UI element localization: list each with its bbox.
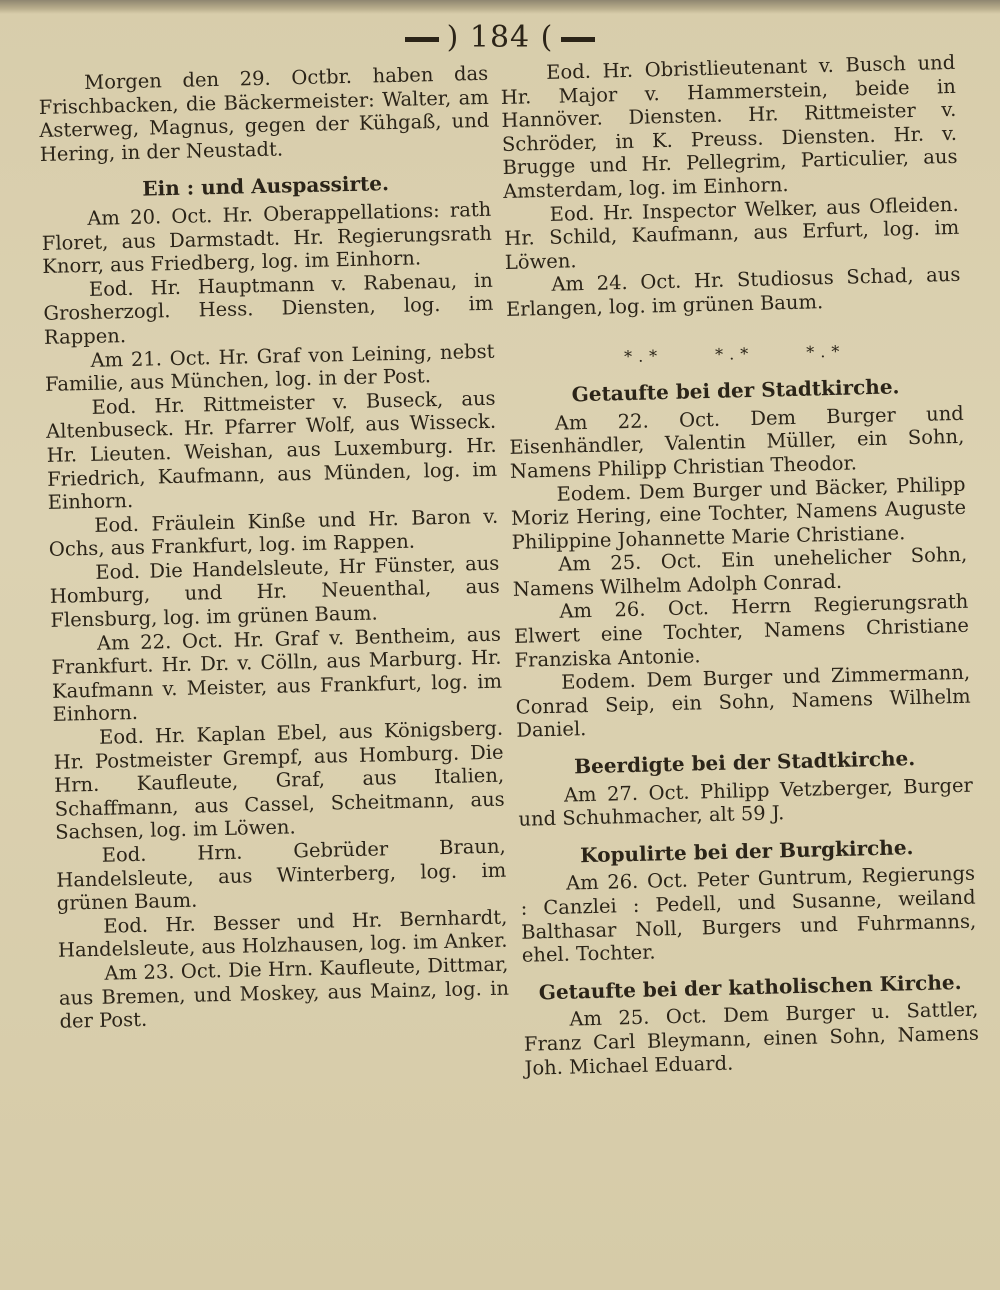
page-top-edge — [0, 0, 1000, 14]
paragraph: Eod. Hr. Kaplan Ebel, aus Königsberg. Hr. Postmeister Grempf, aus Homburg. Die Hrn. Kaufleute, Graf, aus Italien, Schaffmann, aus Cassel, Scheitmann, aus Sachsen, log. im Löwen. — [53, 716, 505, 845]
paragraph: Eod. Hr. Obristlieutenant v. Busch und Hr. Major v. Hammerstein, beide in Hannöver. Diensten. Hr. Rittmeister v. Schröder, in K. Preuss. Diensten. Hr. v. Brugge und Hr. Pellegrim, Particulier, aus Amsterdam, log. im Einhorn. — [500, 50, 958, 203]
paragraph: Eodem. Dem Burger und Zimmermann, Conrad Seip, ein Sohn, Namens Wilhelm Daniel. — [515, 660, 971, 743]
page-number: ) 184 ( — [446, 20, 554, 55]
paragraph: Am 23. Oct. Die Hrn. Kaufleute, Dittmar, aus Bremen, und Moskey, aus Mainz, log. in der Post. — [58, 952, 510, 1033]
paragraph: Morgen den 29. Octbr. haben das Frischbacken, die Bäckermeister: Walter, am Asterweg, Magnus, gegen der Kühgaß, und Hering, in der Neustadt. — [38, 61, 490, 166]
page-header — [0, 20, 1000, 55]
header-rule-left — [405, 37, 439, 42]
paragraph: Eod. Hr. Besser und Hr. Bernhardt, Handelsleute, aus Holzhausen, log. im Anker. — [57, 905, 508, 963]
paragraph: Am 22. Oct. Hr. Graf v. Bentheim, aus Frankfurt. Hr. Dr. v. Cölln, aus Marburg. Hr. Kaufmann v. Meister, aus Frankfurt, log. im Einhorn. — [51, 622, 503, 727]
asterism: *.* — [805, 341, 846, 362]
asterism: *.* — [623, 345, 664, 366]
paragraph: Am 24. Oct. Hr. Studiosus Schad, aus Erlangen, log. im grünen Baum. — [505, 263, 961, 321]
paragraph: Eod. Hr. Inspector Welker, aus Ofleiden. Hr. Schild, Kaufmann, aus Erfurt, log. im Löwen. — [504, 192, 960, 274]
paragraph: Eod. Die Handelsleute, Hr Fünster, aus Homburg, und Hr. Neuenthal, aus Flensburg, log. im grünen Baum. — [49, 551, 501, 632]
paragraph: Am 25. Oct. Ein unehelicher Sohn, Namens Wilhelm Adolph Conrad. — [512, 543, 968, 601]
paragraph: Am 21. Oct. Hr. Graf von Leining, nebst Familie, aus München, log. in der Post. — [44, 339, 495, 397]
paragraph: Am 25. Oct. Dem Burger u. Sattler, Franz Carl Bleymann, einen Sohn, Namens Joh. Michael Eduard. — [523, 997, 980, 1080]
section-heading: Beerdigte bei der Stadtkirche. — [573, 746, 916, 779]
section-heading: Getaufte bei der Stadtkirche. — [571, 374, 900, 407]
left-column — [38, 62, 510, 1034]
section-heading: Getaufte bei der katholischen Kirche. — [538, 969, 962, 1005]
asterism: *.* — [714, 343, 755, 364]
header-rule-right — [561, 37, 595, 42]
section-ornament — [507, 336, 962, 371]
paragraph: Am 26. Oct. Herrn Regierungsrath Elwert eine Tochter, Namens Christiane Franziska Antonie. — [513, 590, 970, 672]
paragraph: Eod. Fräulein Kinße und Hr. Baron v. Ochs, aus Frankfurt, log. im Rappen. — [48, 504, 499, 562]
paragraph: Am 20. Oct. Hr. Oberappellations: rath Floret, aus Darmstadt. Hr. Regierungsrath Knorr, aus Friedberg, log. im Einhorn. — [41, 197, 493, 279]
section-heading: Ein : und Auspassirte. — [142, 171, 390, 202]
paragraph: Eodem. Dem Burger und Bäcker, Philipp Moriz Hering, eine Tochter, Namens Auguste Philippine Johannette Marie Christiane. — [510, 472, 967, 554]
paragraph: Eod. Hr. Hauptmann v. Rabenau, in Grosherzogl. Hess. Diensten, log. im Rappen. — [43, 268, 494, 349]
paragraph: Am 27. Oct. Philipp Vetzberger, Burger und Schuhmacher, alt 59 J. — [518, 773, 974, 831]
paragraph: Eod. Hr. Rittmeister v. Buseck, aus Altenbuseck. Hr. Pfarrer Wolf, aus Wisseck. Hr. Lieuten. Weishan, aus Luxemburg. Hr. Friedrich, Kaufmann, aus Münden, log. im Einhorn. — [45, 386, 498, 514]
paragraph: Am 26. Oct. Peter Guntrum, Regierungs : Canzlei : Pedell, und Susanne, weiland Balthasar Noll, Burgers und Fuhrmanns, ehel. Tochter. — [520, 862, 977, 967]
paragraph: Am 22. Oct. Dem Burger und Eisenhändler, Valentin Müller, ein Sohn, Namens Philipp Christian Theodor. — [509, 401, 965, 483]
section-heading: Kopulirte bei der Burgkirche. — [579, 834, 914, 868]
paragraph: Eod. Hrn. Gebrüder Braun, Handelsleute, aus Winterberg, log. im grünen Baum. — [56, 834, 507, 915]
right-column — [500, 51, 980, 1080]
